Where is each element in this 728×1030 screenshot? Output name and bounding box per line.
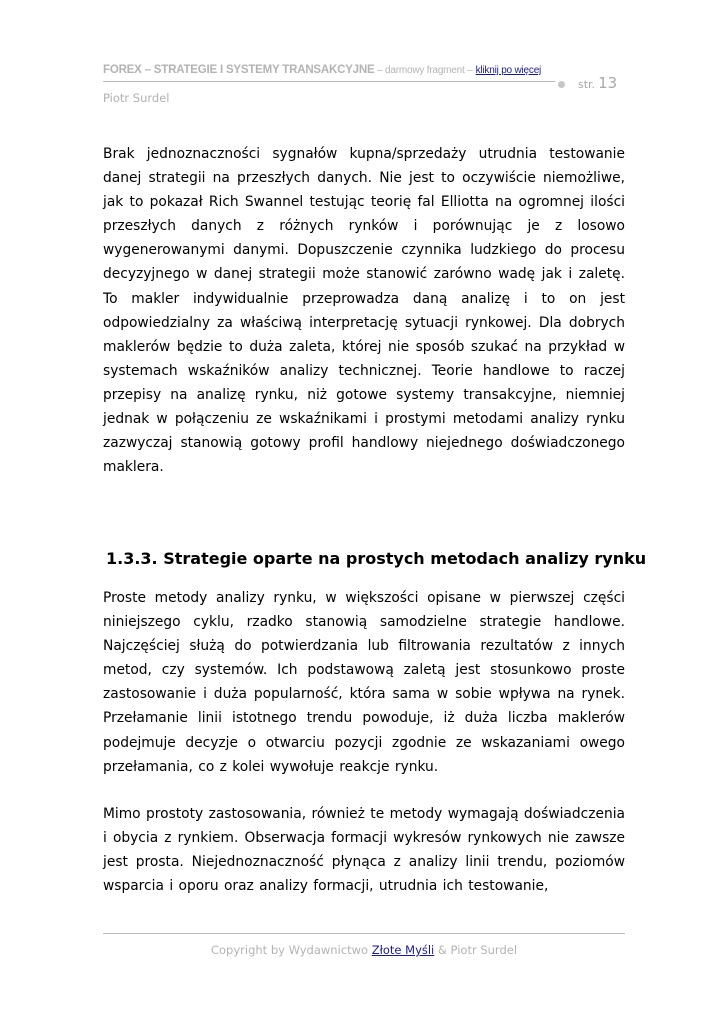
paragraph: Brak jednoznaczności sygnałów kupna/sprzedaży utrudnia testowanie danej strategii na przeszłych danych. Nie jest to oczywiście niemożliwe, jak to pokazał Rich Swannel testując teorię fal Elliotta na ogromnej ilości przeszłych danych z różnych rynków i porównując je z losowo wygenerowanymi danymi. Dopuszczenie czynnika ludzkiego do procesu decyzyjnego w danej strategii może stanowić zarówno wadę jak i zaletę. To makler indywidualnie przeprowadza daną analizę i to on jest odpowiedzialny za właściwą interpretację sytuacji rynkowej. Dla dobrych maklerów będzie to duża zaleta, której nie sposób szukać na przykład w systemach wskaźników analizy technicznej. Teorie handlowe to raczej przepisy na analizę rynku, niż gotowe systemy transakcyjne, niemniej jednak w połączeniu ze wskaźnikami i prostymi metodami analizy rynku zazwyczaj stanowią gotowy profil handlowy niejednego doświadczonego maklera. (103, 146, 625, 476)
page-label: str. (578, 78, 596, 91)
header-title: FOREX – STRATEGIE I SYSTEMY TRANSAKCYJNE (103, 64, 375, 76)
header-bullet-icon (558, 81, 565, 88)
page-number-label (578, 73, 617, 92)
header-divider (103, 81, 555, 82)
footer-prefix: Copyright by Wydawnictwo (210, 943, 372, 957)
publisher-link[interactable]: Złote Myśli (371, 943, 435, 957)
footer-copyright (103, 943, 625, 957)
footer-suffix: & Piotr Surdel (434, 943, 518, 957)
header-title-line (103, 64, 563, 76)
paragraph: Mimo prostoty zastosowania, również te metody wymagają doświadczenia i obycia z rynkiem. Obserwacja formacji wykresów rynkowych nie zawsze jest prosta. Niejednoznaczność płynąca z analizy linii trendu, poziomów wsparcia i oporu oraz analizy formacji, utrudnia ich testowanie, (103, 806, 625, 895)
header-separator: – (374, 65, 385, 76)
header-free-fragment: darmowy fragment – (385, 65, 473, 76)
header-more-link[interactable]: kliknij po więcej (475, 65, 542, 76)
footer-divider (103, 933, 625, 934)
section-heading: 1.3.3. Strategie oparte na prostych metodach analizy rynku (106, 549, 647, 568)
header-author: Piotr Surdel (103, 91, 170, 105)
paragraph: Proste metody analizy rynku, w większości opisane w pierwszej części niniejszego cyklu, rzadko stanowią samodzielne strategie handlowe. Najczęściej służą do potwierdzania lub filtrowania rezultatów z innych metod, czy systemów. Ich podstawową zaletą jest stosunkowo proste zastosowanie i duża popularność, która sama w sobie wpływa na rynek. Przełamanie linii istotnego trendu powoduje, iż duża liczba maklerów podejmuje decyzje o otwarciu pozycji zgodnie ze wskazaniami owego przełamania, co z kolei wywołuje reakcje rynku. (103, 590, 625, 775)
page-number: 13 (598, 74, 618, 92)
